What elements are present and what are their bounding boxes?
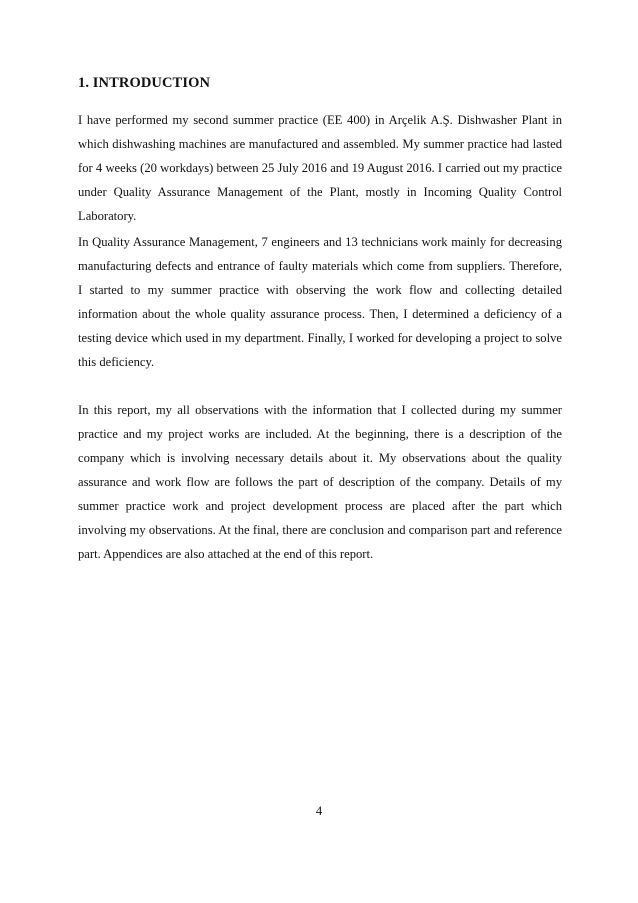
paragraph-1 [78, 108, 562, 228]
text-line: for 4 weeks (20 workdays) between 25 July 2016 and 19 August 2016. I carried out my practice [78, 161, 562, 175]
text-line: part. Appendices are also attached at the end of this report. [78, 547, 374, 561]
text-line: summer practice work and project development process are placed after the part which [78, 499, 562, 513]
text-line: testing device which used in my department. Finally, I worked for developing a project to solve [78, 331, 562, 345]
text-line: manufacturing defects and entrance of faulty materials which come from suppliers. Therefore, [78, 259, 562, 273]
text-line: under Quality Assurance Management of the Plant, mostly in Incoming Quality Control [78, 185, 562, 199]
text-line: assurance and work flow are follows the part of description of the company. Details of my [78, 475, 562, 489]
page-number: 4 [315, 804, 323, 818]
text-line: information about the whole quality assurance process. Then, I determined a deficiency of a [78, 307, 562, 321]
paragraph-3 [78, 398, 562, 566]
text-line: practice and my project works are included. At the beginning, there is a description of the [78, 427, 562, 441]
text-line: In Quality Assurance Management, 7 engineers and 13 technicians work mainly for decreasing [78, 235, 562, 249]
text-line: In this report, my all observations with the information that I collected during my summer [78, 403, 562, 417]
text-line: company which is involving necessary details about it. My observations about the quality [78, 451, 562, 465]
text-line: I started to my summer practice with observing the work flow and collecting detailed [78, 283, 562, 297]
text-line: Laboratory. [78, 209, 137, 223]
section-heading: 1. INTRODUCTION [78, 75, 211, 91]
text-line: involving my observations. At the final, there are conclusion and comparison part and reference [78, 523, 562, 537]
text-line: this deficiency. [78, 355, 155, 369]
text-line: I have performed my second summer practice (EE 400) in Arçelik A.Ş. Dishwasher Plant in [78, 113, 562, 127]
paragraph-2 [78, 230, 562, 374]
text-line: which dishwashing machines are manufactured and assembled. My summer practice had lasted [78, 137, 562, 151]
